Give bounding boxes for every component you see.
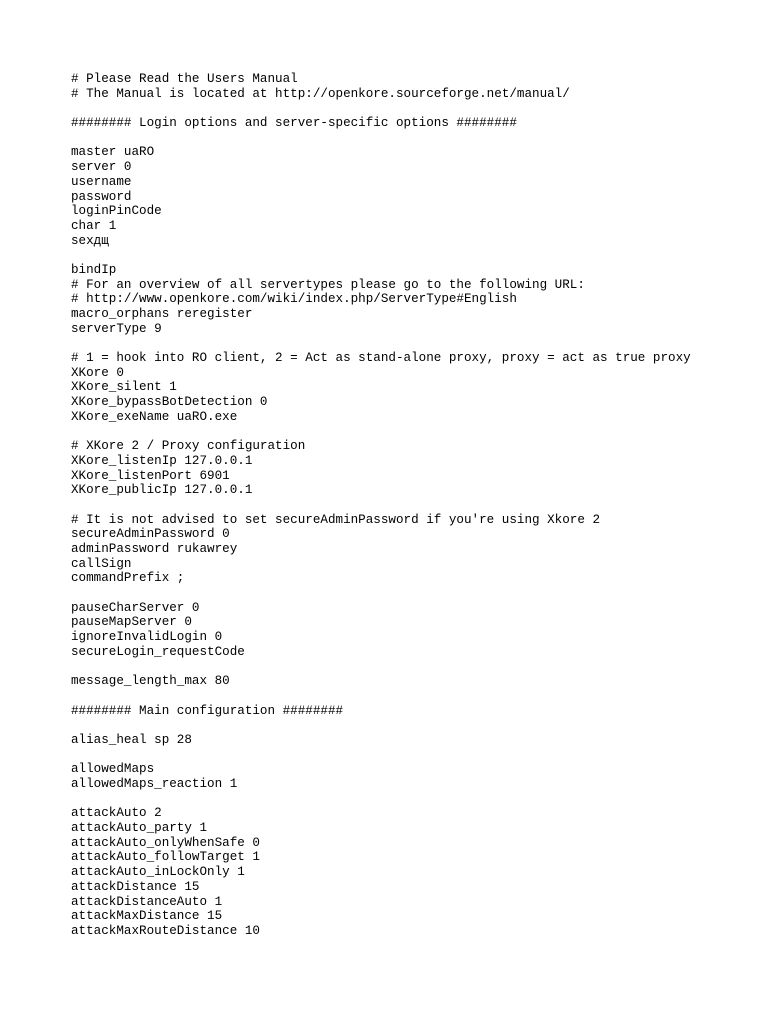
config-line: message_length_max 80 [71,674,230,689]
config-line: XKore_exeName uaRO.exe [71,409,238,424]
blank-line [71,586,748,601]
config-line: pauseCharServer 0 [71,600,200,615]
blank-line [71,336,748,351]
config-line: XKore_listenPort 6901 [71,468,230,483]
blank-line [71,660,748,675]
comment-line: # XKore 2 / Proxy configuration [71,439,306,454]
section-header: ######## Login options and server-specific options ######## [71,116,517,131]
comment-line: # It is not advised to set secureAdminPassword if you're using Xkore 2 [71,512,601,527]
config-line: attackAuto_onlyWhenSafe 0 [71,835,260,850]
blank-line [71,425,748,440]
blank-line [71,748,748,763]
config-line: secureAdminPassword 0 [71,527,230,542]
config-line: macro_orphans reregister [71,307,253,321]
config-line: allowedMaps_reaction 1 [71,777,238,791]
config-line: attackMaxDistance 15 [71,909,223,924]
config-line: serverType 9 [71,321,162,336]
config-line: secureLogin_requestCode [71,644,245,659]
blank-line [71,689,748,704]
config-line: master uaRO [71,145,155,160]
comment-line: # http://www.openkore.com/wiki/index.php/ServerType#English [71,292,517,307]
blank-line [71,792,748,807]
section-header: ######## Main configuration ######## [71,703,344,718]
config-line: ignoreInvalidLogin 0 [71,630,223,645]
comment-line: # 1 = hook into RO client, 2 = Act as stand-alone proxy, proxy = act as true proxy [71,351,691,366]
blank-line [71,101,748,116]
config-line: loginPinCode [71,204,162,219]
config-line: XKore 0 [71,365,124,380]
config-line: char 1 [71,218,117,233]
blank-line [71,248,748,263]
blank-line [71,498,748,513]
config-line: attackAuto_followTarget 1 [71,850,260,865]
config-line: attackAuto_party 1 [71,821,208,836]
config-line: password [71,189,132,204]
comment-line: # Please Read the Users Manual [71,72,298,86]
config-line: adminPassword rukawrey [71,542,238,556]
config-line: attackDistance 15 [71,879,200,894]
comment-line: # For an overview of all servertypes please go to the following URL: [71,277,585,292]
config-line: XKore_listenIp 127.0.0.1 [71,453,253,468]
config-line: attackMaxRouteDistance 10 [71,923,260,938]
comment-line: # The Manual is located at http://openkore.sourceforge.net/manual/ [71,86,570,101]
blank-line [71,718,748,733]
config-line: attackDistanceAuto 1 [71,894,223,909]
config-line: sexдщ [71,233,109,248]
config-line: server 0 [71,160,132,175]
config-line: attackAuto 2 [71,806,162,821]
config-line: bindIp [71,262,117,277]
config-line: XKore_bypassBotDetection 0 [71,395,268,410]
config-line: commandPrefix ; [71,571,185,586]
config-line: allowedMaps [71,762,155,777]
config-line: username [71,174,132,189]
config-line: attackAuto_inLockOnly 1 [71,865,245,880]
config-line: XKore_silent 1 [71,380,177,395]
config-line: XKore_publicIp 127.0.0.1 [71,483,253,498]
blank-line [71,131,748,146]
config-line: pauseMapServer 0 [71,615,192,630]
config-document [71,72,748,939]
config-line: alias_heal sp 28 [71,732,192,747]
config-line: callSign [71,556,132,571]
